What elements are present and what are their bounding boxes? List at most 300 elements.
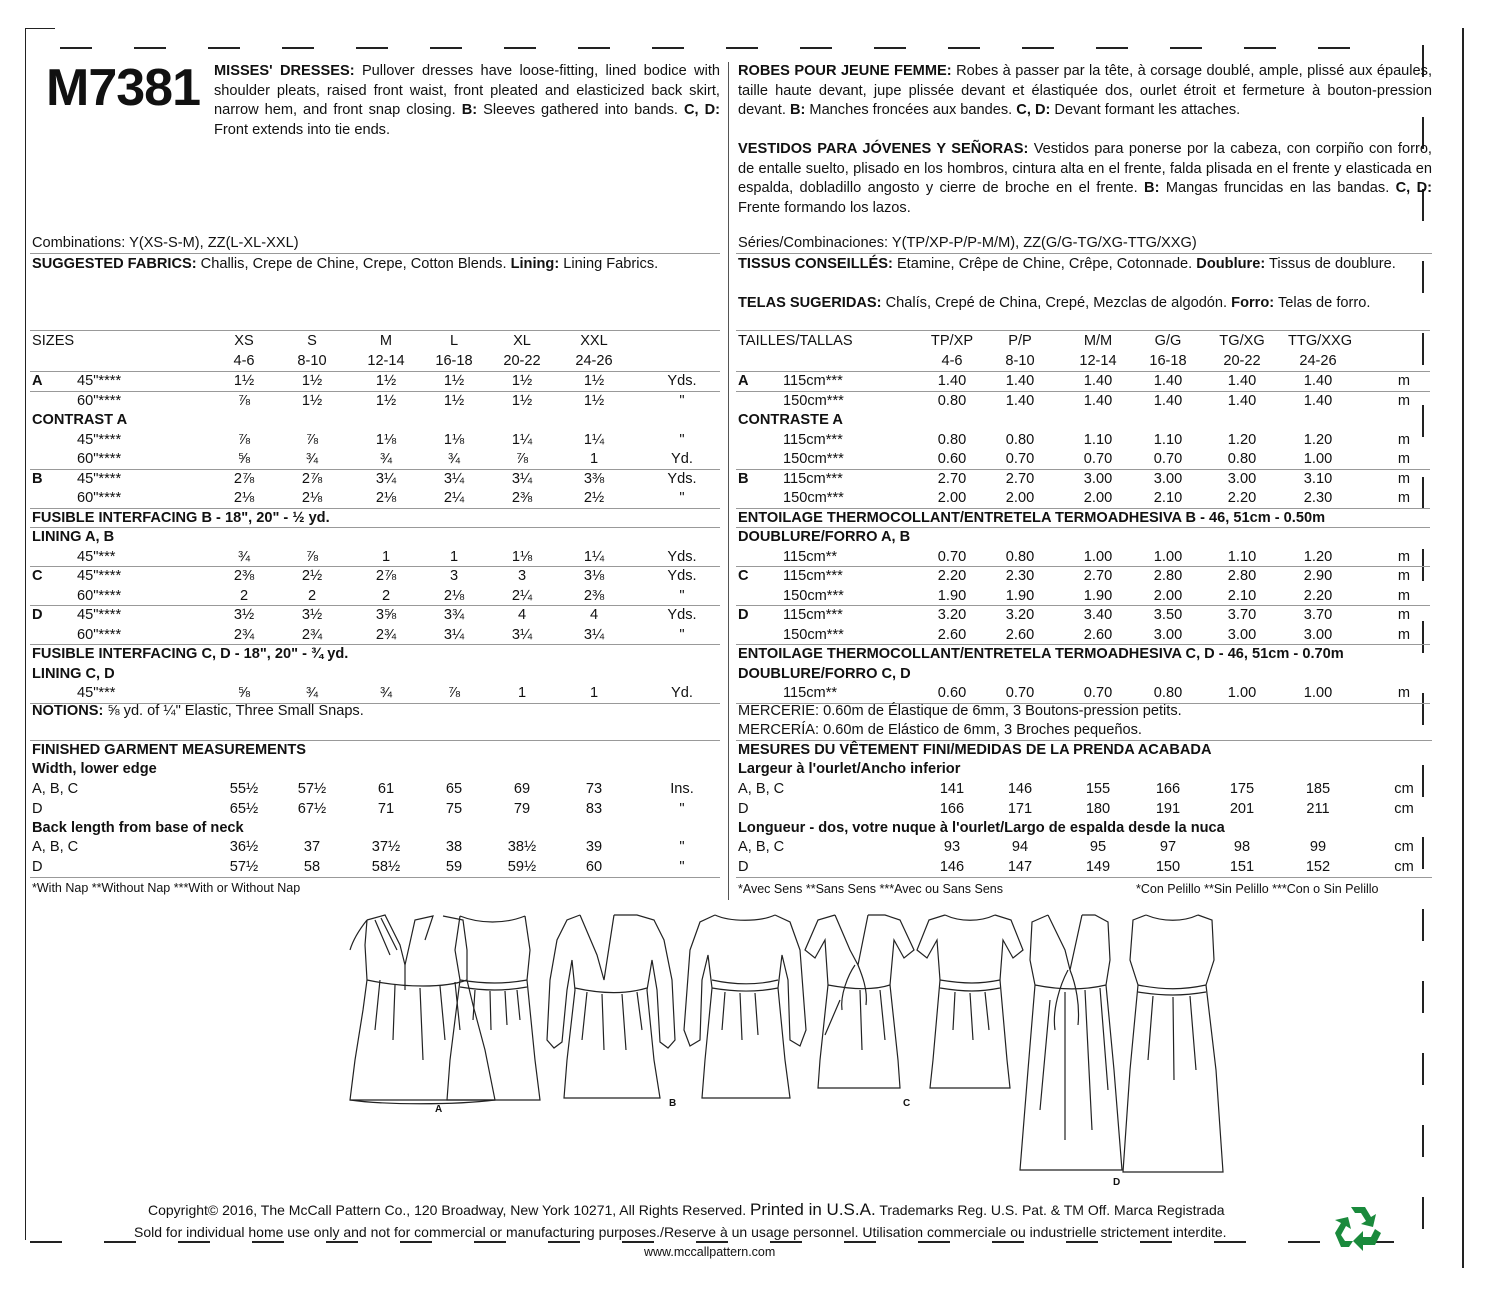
yardage-value: 1½ bbox=[443, 373, 465, 389]
notions-value: ⅝ yd. of ¼" Elastic, Three Small Snaps. bbox=[107, 703, 364, 719]
fabric-width: 150cm*** bbox=[783, 587, 844, 604]
merceria-es: MERCERÍA: 0.60m de Elástico de 6mm, 3 Broches pequeños. bbox=[738, 722, 1142, 738]
yardage-value: 2.00 bbox=[1153, 587, 1183, 604]
measurement-value: 58 bbox=[303, 858, 321, 875]
yardage-value: 2⅞ bbox=[233, 470, 255, 487]
yardage-value: 1½ bbox=[375, 373, 397, 389]
yardage-value: 1.00 bbox=[1153, 548, 1183, 565]
size-name: XXL bbox=[580, 333, 608, 349]
unit: m bbox=[1397, 587, 1411, 604]
frame-dash bbox=[1066, 1241, 1098, 1243]
frame-dash bbox=[844, 1241, 876, 1243]
title-fr: ROBES POUR JEUNE FEMME: bbox=[738, 63, 952, 79]
combinations-en bbox=[32, 234, 299, 254]
yardage-value: 2.70 bbox=[1083, 568, 1113, 584]
unit: " bbox=[679, 431, 685, 448]
section-heading bbox=[738, 509, 1432, 529]
yardage-value: ¾ bbox=[379, 451, 393, 467]
view-d-sketch bbox=[1010, 910, 1130, 1185]
frame-dash bbox=[1422, 1125, 1424, 1157]
yardage-value: 1.90 bbox=[1005, 587, 1035, 604]
fabric-width: 115cm*** bbox=[783, 568, 843, 584]
yardage-value: 2.30 bbox=[1005, 568, 1035, 584]
view-label-b: B bbox=[669, 1098, 677, 1109]
desc-cd-label-fr: C, D: bbox=[1016, 102, 1051, 118]
measurement-value: 59½ bbox=[507, 858, 537, 875]
yardage-value: 2⅞ bbox=[375, 568, 397, 584]
section-heading bbox=[738, 645, 1432, 665]
fabric-width: 115cm*** bbox=[783, 431, 843, 448]
yardage-value: 2.70 bbox=[1005, 470, 1035, 487]
unit: m bbox=[1397, 626, 1411, 643]
measurement-value: 65 bbox=[445, 781, 463, 797]
yardage-value: 1¼ bbox=[583, 431, 605, 448]
measurement-value: 98 bbox=[1233, 839, 1251, 855]
measurement-value: 37 bbox=[303, 839, 321, 855]
yardage-value: 3.70 bbox=[1227, 607, 1257, 623]
measurement-row bbox=[738, 858, 1432, 878]
yardage-value: 1.20 bbox=[1227, 431, 1257, 448]
yardage-value: 3.20 bbox=[1005, 607, 1035, 623]
yardage-value: ⅝ bbox=[237, 451, 251, 467]
yardage-value: 3¼ bbox=[583, 626, 605, 643]
measurement-value: 166 bbox=[1155, 781, 1181, 797]
measurement-value: 61 bbox=[377, 781, 395, 797]
unit: Yds. bbox=[667, 470, 697, 487]
width-label-en: Width, lower edge bbox=[32, 761, 157, 777]
yardage-value: 1½ bbox=[233, 373, 255, 389]
unit: cm bbox=[1394, 858, 1414, 875]
yardage-value: 2.10 bbox=[1153, 490, 1183, 506]
view-letter: B bbox=[32, 470, 43, 487]
section-heading-text: FUSIBLE INTERFACING B - 18", 20" - ½ yd. bbox=[32, 509, 330, 526]
measurement-value: 36½ bbox=[229, 839, 259, 855]
unit: m bbox=[1397, 373, 1411, 389]
unit: cm bbox=[1394, 839, 1414, 855]
size-name: G/G bbox=[1154, 333, 1182, 349]
yardage-value: 1½ bbox=[511, 373, 533, 389]
desc-fr: Robes à passer par la tête, à corsage doublé, ample, plissé aux épaules, taille haute devant, jupe plissée devant et élastiquée dos, ourlet étroit et fermeture à bouton-pression devant. bbox=[738, 63, 1433, 118]
yardage-value: 1.90 bbox=[1083, 587, 1113, 604]
size-header-row bbox=[32, 332, 722, 352]
fabric-width: 60"**** bbox=[77, 587, 122, 604]
forro-value: Telas de forro. bbox=[1277, 295, 1371, 311]
yardage-value: 2⅜ bbox=[583, 587, 605, 604]
size-range-row bbox=[738, 352, 1432, 372]
fabric-width: 45"**** bbox=[77, 431, 122, 448]
yardage-value: 1 bbox=[589, 685, 599, 701]
frame-dash bbox=[30, 1241, 62, 1243]
view-b-sketch bbox=[542, 910, 682, 1115]
fabrics-value-en: Challis, Crepe de Chine, Crepe, Cotton Blends. bbox=[200, 256, 507, 272]
table-row bbox=[738, 450, 1432, 470]
fabric-width: 115cm** bbox=[783, 685, 838, 701]
lining-label-en: Lining: bbox=[510, 256, 560, 272]
table-row bbox=[32, 392, 722, 412]
section-heading bbox=[738, 411, 1432, 431]
measurement-value: 38 bbox=[445, 839, 463, 855]
view-name: A, B, C bbox=[32, 781, 79, 797]
yardage-value: 0.80 bbox=[937, 392, 967, 409]
yardage-value: 0.70 bbox=[1153, 451, 1183, 467]
frame-dash bbox=[474, 1241, 506, 1243]
size-range: 16-18 bbox=[435, 352, 473, 369]
yardage-value: 3.10 bbox=[1303, 470, 1333, 487]
frame-dash bbox=[1422, 909, 1424, 941]
combinations-label-fr: Séries/Combinaciones: bbox=[738, 235, 889, 251]
measurement-row bbox=[738, 838, 1432, 858]
measurement-value: 141 bbox=[939, 781, 965, 797]
view-name: D bbox=[32, 800, 43, 817]
desc-b-label-es: B: bbox=[1144, 180, 1160, 196]
size-name: XL bbox=[513, 333, 531, 349]
view-letter: D bbox=[32, 607, 43, 623]
measurement-value: 71 bbox=[377, 800, 395, 817]
fabric-width: 45"**** bbox=[77, 568, 122, 584]
website: www.mccallpattern.com bbox=[644, 1245, 776, 1259]
telas-es bbox=[738, 294, 1432, 314]
view-letter: A bbox=[738, 373, 749, 389]
section-heading-text: DOUBLURE/FORRO A, B bbox=[738, 529, 911, 545]
unit: m bbox=[1397, 470, 1411, 487]
printed-in: Printed in U.S.A. bbox=[750, 1200, 876, 1219]
frame-dash bbox=[1170, 47, 1202, 49]
table-row bbox=[32, 431, 722, 451]
measurement-value: 211 bbox=[1306, 800, 1330, 817]
measurement-value: 58½ bbox=[371, 858, 401, 875]
measurement-value: 59 bbox=[445, 858, 463, 875]
yardage-value: 1.20 bbox=[1303, 431, 1333, 448]
view-c-sketch bbox=[800, 910, 920, 1105]
unit: " bbox=[679, 392, 685, 409]
size-header-row bbox=[738, 332, 1432, 352]
section-heading-text: FUSIBLE INTERFACING C, D - 18", 20" - ¾ yd. bbox=[32, 646, 349, 662]
section-heading-text: ENTOILAGE THERMOCOLLANT/ENTRETELA TERMOADHESIVA C, D - 46, 51cm - 0.70m bbox=[738, 646, 1344, 662]
size-name: S bbox=[307, 333, 317, 349]
frame-dash bbox=[696, 1241, 728, 1243]
yardage-value: 1.40 bbox=[1083, 392, 1113, 409]
fabric-width: 45"**** bbox=[77, 373, 122, 389]
section-heading bbox=[32, 528, 722, 548]
rule bbox=[736, 253, 1432, 254]
telas-value: Chalís, Crepé de China, Crepé, Mezclas de algodón. bbox=[885, 295, 1228, 311]
frame-dash bbox=[282, 47, 314, 49]
fabric-width: 60"**** bbox=[77, 626, 122, 643]
rule bbox=[30, 877, 720, 878]
yardage-value: 2 bbox=[381, 587, 391, 604]
rule bbox=[736, 877, 1432, 878]
unit: Yd. bbox=[671, 685, 693, 701]
fabrics-en bbox=[32, 255, 720, 275]
yardage-value: 3 bbox=[449, 568, 459, 584]
yardage-value: 2.00 bbox=[1005, 490, 1035, 506]
combinations-value-fr: Y(TP/XP-P/P-M/M), ZZ(G/G-TG/XG-TTG/XXG) bbox=[891, 235, 1197, 251]
size-range: 20-22 bbox=[1223, 352, 1261, 369]
measurement-value: 150 bbox=[1155, 858, 1181, 875]
unit: m bbox=[1397, 451, 1411, 467]
yardage-value: 3¼ bbox=[511, 470, 533, 487]
measurement-row bbox=[738, 800, 1432, 820]
yardage-value: 1 bbox=[517, 685, 527, 701]
yardage-value: 2⅞ bbox=[301, 470, 323, 487]
fabric-width: 115cm*** bbox=[783, 607, 843, 623]
yardage-value: 2.80 bbox=[1227, 568, 1257, 584]
unit: m bbox=[1397, 431, 1411, 448]
table-row bbox=[32, 548, 722, 568]
desc-b-en: Sleeves gathered into bands. bbox=[483, 102, 678, 118]
frame-dash bbox=[992, 1241, 1024, 1243]
measurement-value: 171 bbox=[1007, 800, 1033, 817]
measurement-value: 180 bbox=[1085, 800, 1111, 817]
section-heading-text: CONTRASTE A bbox=[738, 412, 843, 428]
section-heading bbox=[32, 645, 722, 665]
yardage-value: 1½ bbox=[583, 373, 605, 389]
table-row bbox=[32, 684, 722, 704]
table-row bbox=[32, 567, 722, 587]
fabric-width: 60"**** bbox=[77, 392, 122, 409]
yardage-value: 4 bbox=[517, 607, 527, 623]
yardage-value: ⅞ bbox=[237, 431, 251, 448]
measurement-value: 95 bbox=[1089, 839, 1107, 855]
section-heading-text: LINING C, D bbox=[32, 665, 115, 682]
measurement-value: 75 bbox=[445, 800, 463, 817]
unit: Yds. bbox=[667, 373, 697, 389]
yardage-value: 0.80 bbox=[1005, 431, 1035, 448]
yardage-value: 1½ bbox=[511, 392, 533, 409]
yardage-value: 1.40 bbox=[937, 373, 967, 389]
yardage-value: 1½ bbox=[583, 392, 605, 409]
view-letter: C bbox=[738, 568, 749, 584]
frame-dash bbox=[1318, 47, 1350, 49]
yardage-value: 1½ bbox=[301, 373, 323, 389]
measurement-value: 57½ bbox=[229, 858, 259, 875]
size-name: M bbox=[379, 333, 393, 349]
yardage-value: ¾ bbox=[447, 451, 461, 467]
yardage-value: 1.40 bbox=[1303, 392, 1333, 409]
fabric-width: 45"*** bbox=[77, 548, 116, 565]
yardage-value: 2½ bbox=[583, 490, 605, 506]
frame-dash bbox=[548, 1241, 580, 1243]
measurement-value: 93 bbox=[943, 839, 961, 855]
table-row bbox=[32, 450, 722, 470]
frame-dash bbox=[918, 1241, 950, 1243]
fabric-width: 60"**** bbox=[77, 490, 122, 506]
rule bbox=[30, 330, 720, 331]
frame-dash bbox=[400, 1241, 432, 1243]
yardage-value: 1.00 bbox=[1227, 685, 1257, 701]
view-c-back-sketch bbox=[915, 910, 1025, 1105]
size-name: TTG/XXG bbox=[1288, 333, 1353, 349]
desc-cd-en: Front extends into tie ends. bbox=[214, 121, 391, 138]
measurement-value: 57½ bbox=[297, 781, 327, 797]
yardage-value: 0.70 bbox=[1005, 685, 1035, 701]
unit: Yds. bbox=[667, 548, 697, 565]
sizes-label: TAILLES/TALLAS bbox=[738, 333, 853, 349]
size-range: 8-10 bbox=[1005, 352, 1035, 369]
frame-dash bbox=[948, 47, 980, 49]
yardage-value: 1.40 bbox=[1303, 373, 1333, 389]
yardage-value: 0.80 bbox=[1153, 685, 1183, 701]
frame-dash bbox=[622, 1241, 654, 1243]
title-en: MISSES' DRESSES: bbox=[214, 63, 355, 79]
yardage-value: 2.30 bbox=[1303, 490, 1333, 506]
yardage-value: 1.40 bbox=[1153, 392, 1183, 409]
size-name: L bbox=[449, 333, 459, 349]
frame-dash bbox=[1140, 1241, 1172, 1243]
yardage-value: 0.70 bbox=[1083, 685, 1113, 701]
trademarks: Trademarks Reg. U.S. Pat. & TM Off. Marca Registrada bbox=[879, 1202, 1225, 1218]
yardage-value: 1.40 bbox=[1005, 373, 1035, 389]
yardage-value: 2⅛ bbox=[301, 490, 323, 506]
yardage-value: 3⅜ bbox=[583, 470, 605, 487]
view-label-d: D bbox=[1113, 1177, 1121, 1188]
yardage-value: 3.50 bbox=[1153, 607, 1183, 623]
description-es bbox=[738, 140, 1432, 218]
yardage-value: 0.80 bbox=[1005, 548, 1035, 565]
table-row bbox=[32, 626, 722, 646]
yardage-value: 1.10 bbox=[1153, 431, 1183, 448]
fabric-width: 45"*** bbox=[77, 685, 116, 701]
frame-dash bbox=[652, 47, 684, 49]
yardage-value: 0.60 bbox=[937, 685, 967, 701]
measurement-value: 149 bbox=[1085, 858, 1111, 875]
yardage-value: 3.00 bbox=[1227, 470, 1257, 487]
yardage-value: 1 bbox=[381, 548, 391, 565]
yardage-value: 1½ bbox=[375, 392, 397, 409]
yardage-value: ⅞ bbox=[237, 392, 251, 409]
yardage-value: 2¾ bbox=[375, 626, 397, 643]
yardage-value: 2¼ bbox=[443, 490, 465, 506]
table-row bbox=[32, 372, 722, 392]
desc-b-fr: Manches froncées aux bandes. bbox=[809, 102, 1013, 118]
section-heading bbox=[738, 665, 1432, 685]
measurement-value: 201 bbox=[1229, 800, 1255, 817]
yardage-value: 1.00 bbox=[1083, 548, 1113, 565]
view-name: D bbox=[738, 858, 749, 875]
yardage-value: 2⅛ bbox=[443, 587, 465, 604]
yardage-value: 0.80 bbox=[1227, 451, 1257, 467]
size-range: 12-14 bbox=[367, 352, 405, 369]
unit: m bbox=[1397, 607, 1411, 623]
table-row bbox=[32, 587, 722, 607]
measurement-value: 60 bbox=[585, 858, 603, 875]
fabric-width: 45"**** bbox=[77, 470, 122, 487]
notions-label: NOTIONS: bbox=[32, 703, 104, 719]
combinations-label-en: Combinations: bbox=[32, 235, 126, 251]
unit: m bbox=[1397, 568, 1411, 584]
size-name: XS bbox=[234, 333, 254, 349]
fabric-width: 150cm*** bbox=[783, 392, 844, 409]
desc-en: Pullover dresses have loose-fitting, lined bodice with shoulder pleats, raised front waist, front pleated and elasticized back skirt, narrow hem, and front snap closing. bbox=[214, 63, 720, 118]
size-range: 8-10 bbox=[297, 352, 327, 369]
fabrics-label-en: SUGGESTED FABRICS: bbox=[32, 256, 197, 272]
yardage-value: 3.00 bbox=[1083, 470, 1113, 487]
fabric-width: 150cm*** bbox=[783, 490, 844, 506]
unit: " bbox=[679, 626, 685, 643]
yardage-value: 0.60 bbox=[937, 451, 967, 467]
yardage-value: 3¼ bbox=[375, 470, 397, 487]
yardage-value: 2.20 bbox=[937, 568, 967, 584]
yardage-value: 3.00 bbox=[1153, 626, 1183, 643]
view-name: D bbox=[738, 800, 749, 817]
view-label-a: A bbox=[435, 1104, 443, 1115]
table-row bbox=[738, 372, 1432, 392]
yardage-value: 2 bbox=[239, 587, 249, 604]
footer-sold: Sold for individual home use only and not for commercial or manufacturing purposes./Reserve à un usage personnel. Utilisation commerciale ou industrielle strictement interdite. bbox=[134, 1224, 1227, 1240]
yardage-value: 1½ bbox=[301, 392, 323, 409]
frame-right bbox=[1462, 28, 1464, 1268]
view-name: D bbox=[32, 858, 43, 875]
nap-note-es: *Con Pelillo **Sin Pelillo ***Con o Sin Pelillo bbox=[1136, 882, 1379, 896]
yardage-value: 4 bbox=[589, 607, 599, 623]
yardage-value: 3.20 bbox=[937, 607, 967, 623]
table-row bbox=[738, 431, 1432, 451]
frame-dash bbox=[1422, 1053, 1424, 1085]
combinations-value-en: Y(XS-S-M), ZZ(L-XL-XXL) bbox=[129, 235, 299, 251]
measurement-value: 99 bbox=[1309, 839, 1327, 855]
unit: m bbox=[1397, 392, 1411, 409]
yardage-value: 2⅛ bbox=[233, 490, 255, 506]
fgm-title-fr: MESURES DU VÊTEMENT FINI/MEDIDAS DE LA PRENDA ACABADA bbox=[738, 742, 1212, 758]
size-range: 20-22 bbox=[503, 352, 541, 369]
measurement-value: 146 bbox=[1007, 781, 1033, 797]
yardage-value: 2⅜ bbox=[233, 568, 255, 584]
measurement-value: 38½ bbox=[507, 839, 537, 855]
unit: cm bbox=[1394, 781, 1414, 797]
yardage-value: 2⅜ bbox=[511, 490, 533, 506]
size-name: M/M bbox=[1083, 333, 1113, 349]
frame-dash bbox=[104, 1241, 136, 1243]
size-range: 24-26 bbox=[575, 352, 613, 369]
yardage-value: 3⅛ bbox=[583, 568, 605, 584]
unit: m bbox=[1397, 548, 1411, 565]
measurement-value: 55½ bbox=[229, 781, 259, 797]
frame-dash bbox=[1022, 47, 1054, 49]
unit: Yds. bbox=[667, 607, 697, 623]
measurement-value: 69 bbox=[513, 781, 531, 797]
unit: " bbox=[679, 858, 685, 875]
unit: Ins. bbox=[670, 781, 694, 797]
rule bbox=[30, 253, 720, 254]
measurement-value: 83 bbox=[585, 800, 603, 817]
view-letter: C bbox=[32, 568, 43, 584]
yardage-value: 2¾ bbox=[301, 626, 323, 643]
unit: " bbox=[679, 587, 685, 604]
unit: " bbox=[679, 839, 685, 855]
yardage-value: 0.80 bbox=[937, 431, 967, 448]
yardage-value: 1¼ bbox=[511, 431, 533, 448]
table-row bbox=[32, 489, 722, 509]
yardage-value: 1.00 bbox=[1303, 451, 1333, 467]
fabric-width: 150cm*** bbox=[783, 626, 844, 643]
yardage-value: 3½ bbox=[233, 607, 255, 623]
yardage-value: ¾ bbox=[305, 451, 319, 467]
measurement-row bbox=[32, 858, 722, 878]
yardage-value: 2.10 bbox=[1227, 587, 1257, 604]
nap-note-en: *With Nap **Without Nap ***With or Without Nap bbox=[32, 881, 301, 895]
desc-cd-fr: Devant formant les attaches. bbox=[1054, 102, 1241, 118]
view-label-c: C bbox=[903, 1098, 911, 1109]
view-name: A, B, C bbox=[32, 839, 79, 855]
view-letter: A bbox=[32, 373, 43, 389]
yardage-value: 2.60 bbox=[1005, 626, 1035, 643]
table-row bbox=[738, 606, 1432, 626]
back-label-en: Back length from base of neck bbox=[32, 820, 244, 836]
yardage-value: 2.00 bbox=[1083, 490, 1113, 506]
yardage-value: 1.10 bbox=[1227, 548, 1257, 565]
width-label-fr: Largeur à l'ourlet/Ancho inferior bbox=[738, 761, 961, 777]
yardage-value: 2.20 bbox=[1227, 490, 1257, 506]
